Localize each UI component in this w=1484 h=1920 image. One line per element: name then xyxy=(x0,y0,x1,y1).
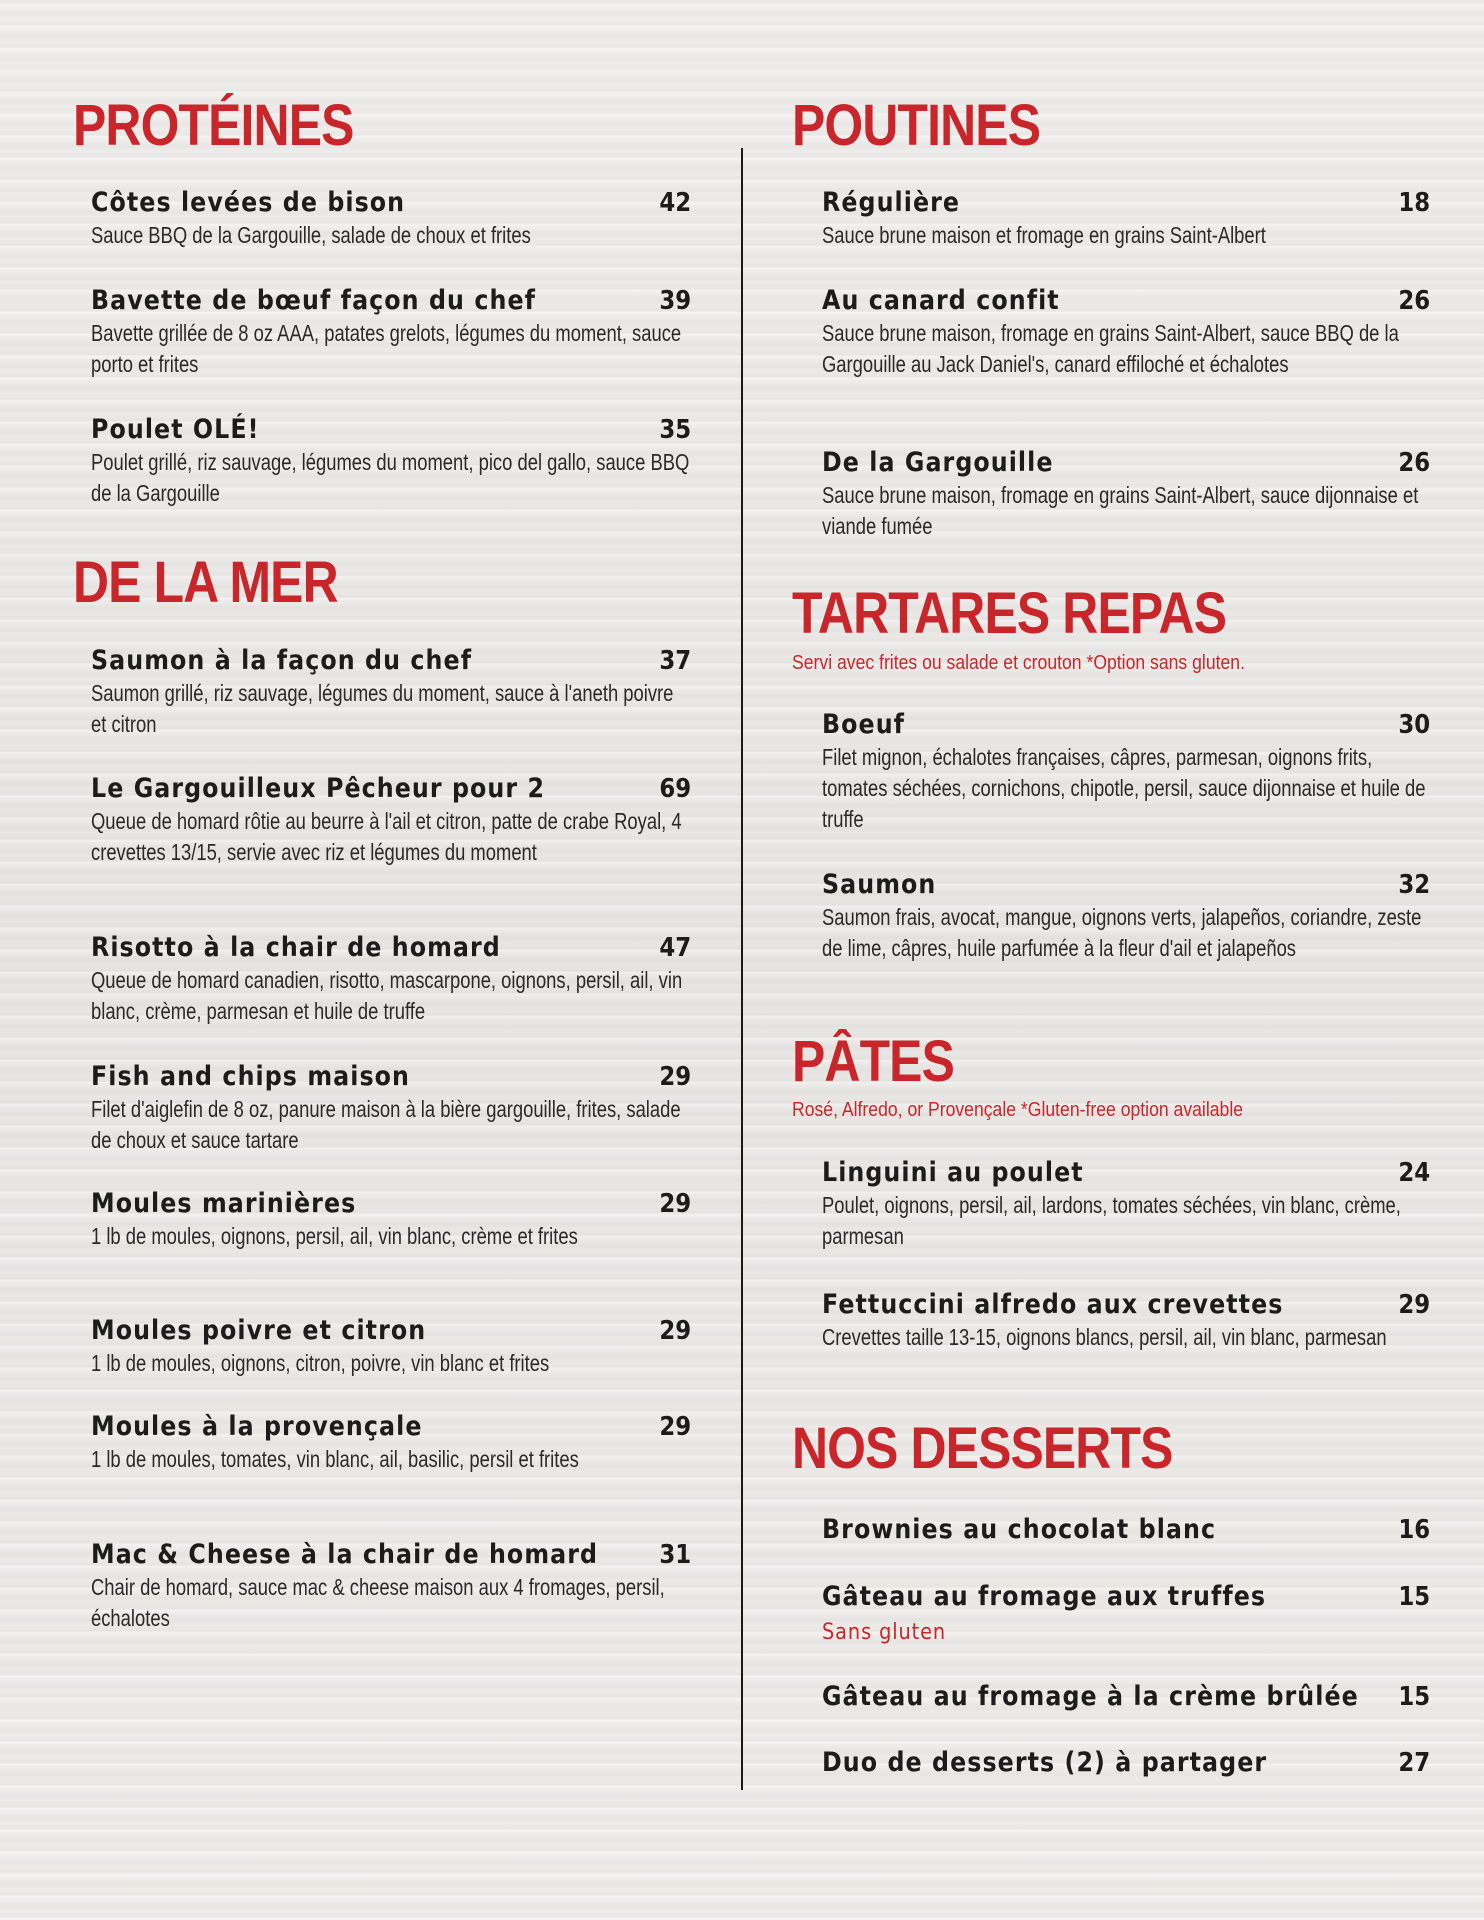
item-price: 30 xyxy=(1398,710,1430,740)
item-description: Filet d'aiglefin de 8 oz, panure maison à la bière gargouille, frites, salade de choux et sauce tartare xyxy=(91,1096,681,1153)
item-price: 29 xyxy=(1398,1290,1430,1320)
item-description: Queue de homard rôtie au beurre à l'ail et citron, patte de crabe Royal, 4 crevettes 13/15, servie avec riz et légumes du moment xyxy=(91,808,682,865)
item-name: Au canard confit xyxy=(822,285,1060,316)
section-title-poutines: POUTINES xyxy=(792,93,1041,158)
item-description: Sauce brune maison et fromage en grains Saint-Albert xyxy=(822,222,1266,248)
menu-item xyxy=(822,1746,1430,1780)
item-price: 24 xyxy=(1398,1158,1430,1188)
menu-item xyxy=(822,1156,1430,1252)
item-description: Crevettes taille 13-15, oignons blancs, persil, ail, vin blanc, parmesan xyxy=(822,1324,1387,1350)
item-name: Duo de desserts (2) à partager xyxy=(822,1747,1268,1778)
item-price: 31 xyxy=(659,1540,691,1570)
item-name: Brownies au chocolat blanc xyxy=(822,1514,1217,1545)
item-description: Queue de homard canadien, risotto, mascarpone, oignons, persil, ail, vin blanc, crème, parmesan et huile de truffe xyxy=(91,967,683,1024)
item-price: 42 xyxy=(659,188,691,218)
item-description: Poulet grillé, riz sauvage, légumes du moment, pico del gallo, sauce BBQ de la Gargouille xyxy=(91,449,690,506)
item-name: Fettuccini alfredo aux crevettes xyxy=(822,1289,1284,1320)
item-tag: Sans gluten xyxy=(822,1620,947,1645)
section-title-mer: DE LA MER xyxy=(73,550,338,615)
item-name: Bavette de bœuf façon du chef xyxy=(91,285,537,316)
item-price: 29 xyxy=(659,1189,691,1219)
item-description: 1 lb de moules, oignons, citron, poivre, vin blanc et frites xyxy=(91,1350,550,1376)
section-title-proteines: PROTÉINES xyxy=(73,93,354,158)
item-price: 69 xyxy=(659,774,691,804)
item-name: Moules à la provençale xyxy=(91,1411,423,1442)
item-description: Filet mignon, échalotes françaises, câpres, parmesan, oignons frits, tomates séchées, cornichons, chipotle, persil, sauce dijonnaise et huile de truffe xyxy=(822,744,1426,832)
menu-item xyxy=(822,186,1430,251)
column-divider xyxy=(741,148,743,1790)
item-price: 37 xyxy=(659,646,691,676)
item-price: 32 xyxy=(1398,870,1430,900)
menu-item xyxy=(822,1288,1430,1353)
item-price: 15 xyxy=(1398,1682,1430,1712)
item-name: Fish and chips maison xyxy=(91,1061,410,1092)
item-name: Risotto à la chair de homard xyxy=(91,932,501,963)
item-name: Gâteau au fromage à la crème brûlée xyxy=(822,1681,1359,1712)
item-description: 1 lb de moules, oignons, persil, ail, vin blanc, crème et frites xyxy=(91,1223,578,1249)
menu-item xyxy=(822,1580,1430,1645)
item-description: Sauce BBQ de la Gargouille, salade de choux et frites xyxy=(91,222,531,248)
section-note-pates: Rosé, Alfredo, or Provençale *Gluten-free option available xyxy=(792,1099,1244,1121)
menu-item xyxy=(91,931,691,1027)
item-name: Linguini au poulet xyxy=(822,1157,1084,1188)
item-name: Côtes levées de bison xyxy=(91,187,406,218)
menu-item xyxy=(91,284,691,380)
section-note-tartares: Servi avec frites ou salade et crouton *Option sans gluten. xyxy=(792,652,1245,674)
menu-item xyxy=(822,1680,1430,1714)
item-name: Mac & Cheese à la chair de homard xyxy=(91,1539,599,1570)
item-description: 1 lb de moules, tomates, vin blanc, ail, basilic, persil et frites xyxy=(91,1446,579,1472)
menu-item xyxy=(91,644,691,740)
item-name: Gâteau au fromage aux truffes xyxy=(822,1581,1267,1612)
menu-item xyxy=(822,446,1430,542)
item-name: De la Gargouille xyxy=(822,447,1054,478)
item-name: Le Gargouilleux Pêcheur pour 2 xyxy=(91,773,546,804)
menu-item xyxy=(91,1538,691,1634)
menu-item xyxy=(91,1060,691,1156)
item-name: Boeuf xyxy=(822,709,906,740)
item-name: Saumon xyxy=(822,869,937,900)
item-price: 35 xyxy=(659,415,691,445)
menu-item xyxy=(822,284,1430,380)
item-price: 26 xyxy=(1398,448,1430,478)
section-title-pates: PÂTES xyxy=(792,1029,955,1094)
menu-item xyxy=(91,1314,691,1379)
item-price: 26 xyxy=(1398,286,1430,316)
item-description: Sauce brune maison, fromage en grains Saint-Albert, sauce dijonnaise et viande fumée xyxy=(822,482,1419,539)
item-description: Poulet, oignons, persil, ail, lardons, tomates séchées, vin blanc, crème, parmesan xyxy=(822,1192,1401,1249)
item-name: Moules marinières xyxy=(91,1188,357,1219)
item-price: 47 xyxy=(659,933,691,963)
item-name: Poulet OLÉ! xyxy=(91,414,260,445)
menu-item xyxy=(822,868,1430,964)
section-title-tartares: TARTARES REPAS xyxy=(792,581,1227,646)
menu-item xyxy=(822,1513,1430,1547)
menu-item xyxy=(91,1410,691,1475)
item-price: 16 xyxy=(1398,1515,1430,1545)
menu-item xyxy=(91,413,691,509)
menu-item xyxy=(91,186,691,251)
item-name: Moules poivre et citron xyxy=(91,1315,427,1346)
item-price: 27 xyxy=(1398,1748,1430,1778)
section-title-desserts: NOS DESSERTS xyxy=(792,1416,1173,1481)
item-price: 18 xyxy=(1398,188,1430,218)
item-description: Saumon frais, avocat, mangue, oignons verts, jalapeños, coriandre, zeste de lime, câpres, huile parfumée à la fleur d'ail et jalapeños xyxy=(822,904,1422,961)
item-description: Chair de homard, sauce mac & cheese maison aux 4 fromages, persil, échalotes xyxy=(91,1574,665,1631)
item-price: 39 xyxy=(659,286,691,316)
menu-item xyxy=(91,772,691,868)
menu-item xyxy=(91,1187,691,1252)
item-price: 15 xyxy=(1398,1582,1430,1612)
item-price: 29 xyxy=(659,1412,691,1442)
item-description: Sauce brune maison, fromage en grains Saint-Albert, sauce BBQ de la Gargouille au Jack Daniel's, canard effiloché et échalotes xyxy=(822,320,1399,377)
item-price: 29 xyxy=(659,1062,691,1092)
item-name: Saumon à la façon du chef xyxy=(91,645,473,676)
item-price: 29 xyxy=(659,1316,691,1346)
item-description: Saumon grillé, riz sauvage, légumes du moment, sauce à l'aneth poivre et citron xyxy=(91,680,674,737)
item-name: Régulière xyxy=(822,187,961,218)
menu-item xyxy=(822,708,1430,835)
item-description: Bavette grillée de 8 oz AAA, patates grelots, légumes du moment, sauce porto et frites xyxy=(91,320,682,377)
